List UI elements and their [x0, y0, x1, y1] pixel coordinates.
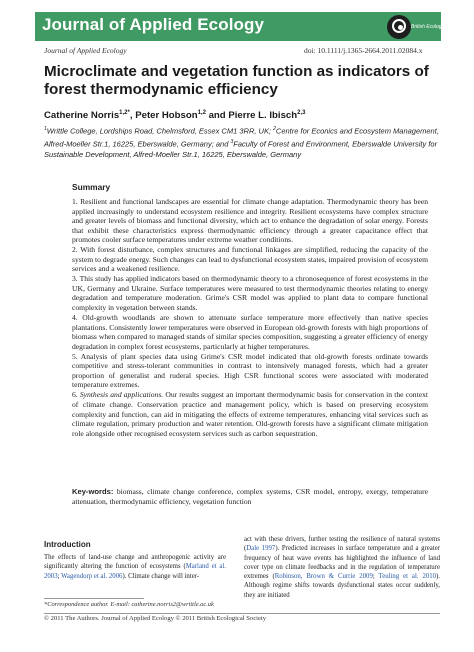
- correspondence-note: *Correspondence author. E-mail: catherine.norris2@writtle.ac.uk: [44, 601, 214, 608]
- society-logo-icon: [387, 15, 411, 39]
- body-text: ). Although regime shifts towards dysfunctional states occur suddenly, they are initiated: [244, 573, 441, 599]
- summary-item: [72, 352, 428, 390]
- author-name: Peter Hobson: [135, 110, 198, 122]
- article-title: Microclimate and vegetation function as indicators of forest thermodynamic efficiency: [44, 63, 429, 98]
- body-text: ;: [57, 572, 62, 580]
- summary-item-number: 3.: [72, 274, 78, 284]
- summary-item-text: Our results suggest an important thermodynamic basis for conservation in the context of climate change. Conservation practice and management policy, which is based on preserving ecosystem complexity and function, can aid in mitigating the effects of extreme temperatures, enhancing vital services such as climate regulation, primary production and water retention. Old-growth forests have a significant climate mitigation role alongside other recognised ecosystem services such as carbon sequestration.: [72, 390, 428, 438]
- affiliation-text: Centre for Econics and Ecosystem Management, Alfred-Moeller Str.1, 16225, Eberswalde, Germany; and: [44, 126, 439, 149]
- author-superscript: 1,2*: [119, 110, 130, 116]
- doi: doi: 10.1111/j.1365-2664.2011.02084.x: [304, 46, 423, 55]
- citation-link: Marland et al. 2003: [44, 563, 226, 580]
- citation-link: Teuling et al. 2010: [378, 573, 437, 581]
- copyright-line: © 2011 The Authors. Journal of Applied Ecology © 2011 British Ecological Society: [44, 615, 267, 622]
- affiliation-text: Faculty of Forest and Environment, Eberswalde University for Sustainable Development, Alfred-Moeller Str.1, 16225, Eberswalde, Germany: [44, 139, 438, 159]
- footnote-rule: [44, 598, 144, 599]
- author-separator: and: [205, 110, 229, 122]
- affiliations: [44, 124, 450, 160]
- affiliation-superscript: 2: [273, 126, 276, 132]
- introduction-heading: Introduction: [44, 540, 91, 549]
- keywords-label: Key-words:: [72, 487, 114, 496]
- summary-item-number: 4.: [72, 313, 78, 323]
- summary-item-text: This study has applied indicators based on thermodynamic theory to a chronosequence of forest ecosystems in the UK, Germany and Ukraine. Surface temperatures were measured to test thermodynamic theories relating to energy degradation and temperature moderation. Grime's CSR model was applied to plant data to compare functional complexity in vegetation between stands.: [72, 274, 428, 313]
- affiliation-text: Writtle College, Lordships Road, Chelmsford, Essex CM1 3RR, UK;: [46, 126, 274, 136]
- citation-link: Wagendorp et al. 2006: [61, 572, 123, 580]
- keywords-text: biomass, climate change conference, complex systems, CSR model, entropy, exergy, temperature attenuation, thermodynamic efficiency, vegetation function: [72, 487, 428, 506]
- intro-right-column: [244, 535, 440, 600]
- body-text: ). Predicted increases in surface temperature and a greater frequency of heat wave events has highlighted the influence of land cover type on climate feedbacks and in the regulation of temperature extremes (: [244, 545, 440, 581]
- summary-item-text: Resilient and functional landscapes are essential for climate change adaptation. Thermodynamic theory has been applied increasingly to understand ecosystem resilience and integrity. Resilient ecosystems have complex structure and greater levels of biomass and functional diversity, which act to enhance the degradation of solar energy. Forests that exhibit these characteristics express thermodynamic efficiency through a greater capacitance effect that promotes cooler surface temperatures under extreme weather conditions.: [72, 197, 428, 245]
- summary-item-number: 6.: [72, 390, 78, 400]
- author-superscript: 1,2: [197, 110, 206, 116]
- author-name: Catherine Norris: [44, 110, 120, 122]
- author-superscript: 2,3: [297, 110, 306, 116]
- summary-heading: Summary: [72, 182, 111, 192]
- summary-item: [72, 274, 428, 312]
- summary-item-number: 1.: [72, 197, 78, 206]
- body-text: act with these drivers, further testing the resilience of natural systems (: [244, 536, 440, 553]
- footer-rule: [44, 613, 440, 614]
- keywords: [72, 487, 428, 506]
- author-name: Pierre L. Ibisch: [228, 110, 298, 122]
- summary-item: [72, 390, 428, 438]
- body-text: ). Climate change will inter-: [122, 572, 200, 580]
- society-logo-text: British Ecological: [411, 24, 450, 30]
- summary-item-lead: Synthesis and applications.: [77, 390, 164, 400]
- summary-item-text: Analysis of plant species data using Grime's CSR model indicated that old-growth forests ordinate towards competitive and stress-tolerant communities in contrast to intensively managed forests, which had a greater proportion of generalist and ruderal species. High CSR functional scores were associated with moderated temperature extremes.: [72, 351, 428, 390]
- summary-item-number: 5.: [72, 351, 78, 361]
- affiliation-superscript: 3: [230, 138, 234, 145]
- summary-item: [72, 313, 428, 351]
- intro-left-column: [44, 553, 226, 581]
- summary-item: [72, 245, 428, 274]
- summary-item-text: With forest disturbance, complex structures and functional linkages are simplified, reducing the capacity of the system to degrade energy. Such changes can lead to dysfunctional ecosystem states, impaired provision of ecosystem services and a weakened resilience.: [72, 245, 428, 274]
- author-separator: ,: [129, 110, 136, 122]
- journal-banner-title: Journal of Applied Ecology: [42, 15, 265, 34]
- citation-link: Dale 1997: [246, 545, 276, 553]
- body-text: ;: [372, 573, 379, 581]
- summary-item-number: 2.: [72, 245, 78, 255]
- running-header-journal: Journal of Applied Ecology: [44, 46, 127, 55]
- summary-item: [72, 197, 428, 245]
- author-list: [44, 110, 305, 121]
- journal-banner: [35, 12, 441, 41]
- summary-item-text: Old-growth woodlands are shown to attenuate surface temperature more effectively than native species plantations. Consistently lower temperatures were observed in European old-growth forests with high proportions of biomass when compared to managed stands of similar species composition, suggesting a greater efficiency of energy degradation in complex forest ecosystems, particularly at higher temperatures.: [72, 313, 428, 351]
- summary-body: [72, 197, 428, 439]
- affiliation-superscript: 1: [44, 126, 47, 132]
- citation-link: Robinson, Brown & Currie 2009: [274, 573, 373, 581]
- body-text: The effects of land-use change and anthropogenic activity are significantly altering the function of ecosystems (: [44, 554, 226, 571]
